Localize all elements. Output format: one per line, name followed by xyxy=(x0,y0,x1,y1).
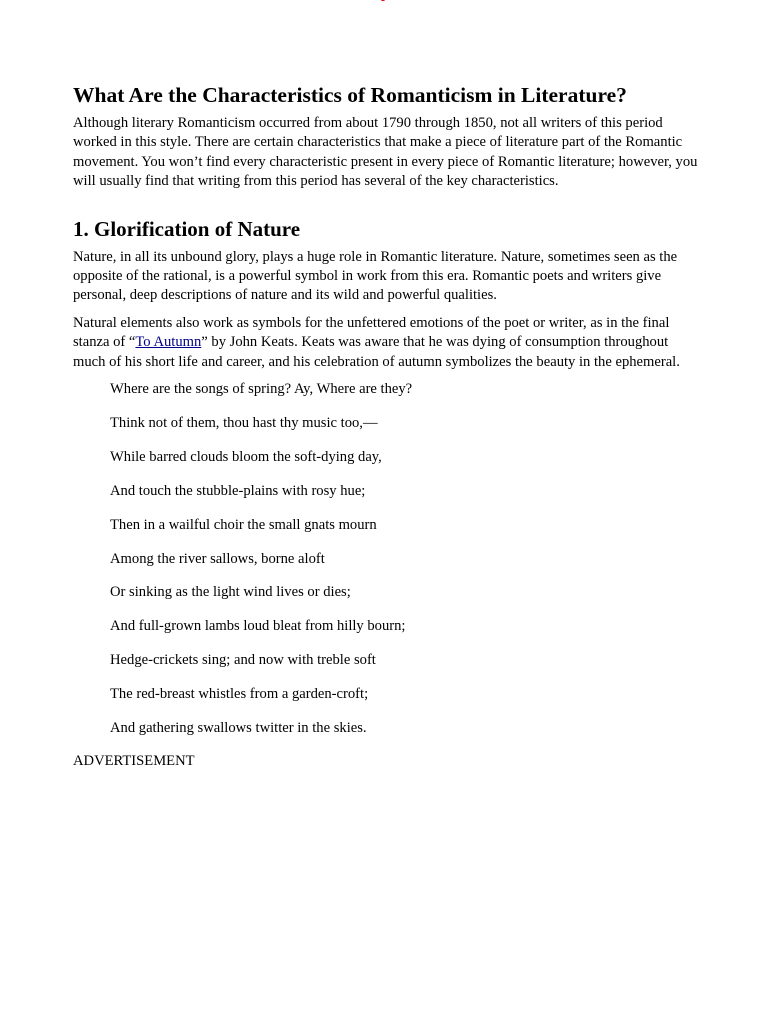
poem-line: And gathering swallows twitter in the skies. xyxy=(110,719,367,736)
symbols-text-after: ” by John Keats. Keats was aware that he was dying of consumption throughout much of his short life and career, and his celebration of autumn symbolizes the beauty in the ephemeral. xyxy=(73,334,680,370)
article-body xyxy=(73,82,698,771)
poem-line: Among the river sallows, borne aloft xyxy=(110,550,325,567)
poem-line: Or sinking as the light wind lives or dies; xyxy=(110,584,351,601)
poem-line: And touch the stubble-plains with rosy hue; xyxy=(110,482,366,499)
poem-line: While barred clouds bloom the soft-dying day, xyxy=(110,448,382,465)
poem-line: The red-breast whistles from a garden-croft; xyxy=(110,686,369,703)
intro-paragraph: Although literary Romanticism occurred from about 1790 through 1850, not all writers of this period worked in this style. There are certain characteristics that make a piece of literature part of the Romantic movement. You won’t find every characteristic present in every piece of Romantic literature; however, you will usually find that writing from this period has several of the key characteristics. xyxy=(73,115,698,190)
symbols-text-before: Natural elements also work as symbols for the unfettered emotions of the poet or writer, as in the final stanza of “ xyxy=(73,314,670,351)
poem-line: Where are the songs of spring? Ay, Where are they? xyxy=(110,381,413,398)
top-red-mark xyxy=(380,0,386,1)
advertisement-label: ADVERTISEMENT xyxy=(73,752,195,769)
poem-line: Think not of them, thou hast thy music too,— xyxy=(110,414,378,431)
article-title: What Are the Characteristics of Romanticism in Literature? xyxy=(73,83,627,107)
poem-stanza xyxy=(110,380,698,738)
poem-line: And full-grown lambs loud bleat from hilly bourn; xyxy=(110,618,406,635)
symbols-paragraph xyxy=(73,314,698,372)
poem-line: Hedge-crickets sing; and now with treble soft xyxy=(110,652,376,669)
section-heading: 1. Glorification of Nature xyxy=(73,216,301,241)
poem-line: Then in a wailful choir the small gnats mourn xyxy=(110,516,377,533)
to-autumn-link[interactable]: To Autumn xyxy=(135,334,202,351)
nature-paragraph: Nature, in all its unbound glory, plays a huge role in Romantic literature. Nature, sometimes seen as the opposite of the rational, is a powerful symbol in work from this era. Romantic poets and writers give personal, deep descriptions of nature and its wild and powerful qualities. xyxy=(73,248,678,304)
